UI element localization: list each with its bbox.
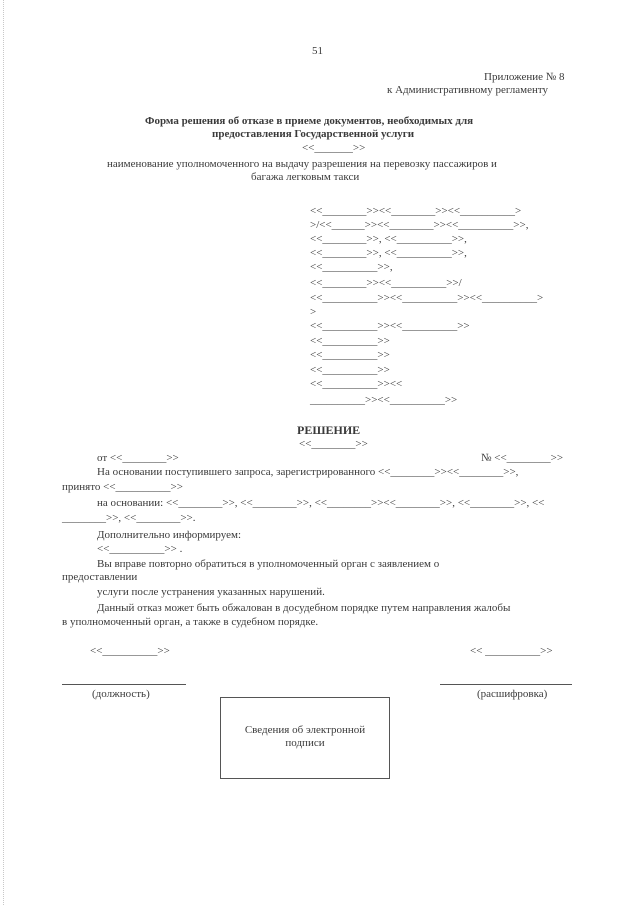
scan-edge (3, 0, 5, 905)
body-paragraph-5b: в уполномоченный орган, а также в судебном порядке. (62, 616, 319, 628)
form-title-line2: предоставления Государственной услуги (212, 128, 415, 140)
address-line: <<__________>> (310, 349, 390, 361)
electronic-signature-box (220, 697, 390, 779)
address-line: <<__________>> (310, 335, 390, 347)
decision-placeholder: <<________>> (299, 438, 368, 450)
body-paragraph-3b: <<__________>> . (97, 543, 183, 555)
address-line: <<________>><<________>><<__________> (310, 205, 522, 217)
body-paragraph-4b: предоставлении (62, 571, 138, 583)
body-paragraph-1b: принято <<__________>> (62, 481, 183, 493)
address-line: <<__________>><<__________>> (310, 320, 470, 332)
address-line: <<__________>> (310, 364, 390, 376)
decision-heading: РЕШЕНИЕ (297, 423, 361, 437)
esign-line2: подписи (285, 737, 325, 749)
address-line: <<__________>>, (310, 261, 393, 273)
decision-date: от <<________>> (97, 452, 179, 464)
address-line: <<________>>, <<__________>>, (310, 233, 467, 245)
address-line: __________>><<__________>> (310, 394, 458, 406)
body-paragraph-3: Дополнительно информируем: (97, 529, 242, 541)
address-line: <<__________>><< (310, 378, 403, 390)
body-paragraph-4a: Вы вправе повторно обратиться в уполномоченный орган с заявлением о (97, 558, 440, 570)
decision-number: № <<________>> (481, 452, 564, 464)
page-number: 51 (312, 45, 323, 57)
appendix-reference: к Административному регламенту (387, 84, 549, 96)
decode-label: (расшифровка) (477, 688, 548, 700)
form-title-placeholder: <<_______>> (302, 142, 366, 154)
authority-line2: багажа легковым такси (251, 171, 360, 183)
form-title-line1: Форма решения об отказе в приеме документов, необходимых для (145, 115, 474, 127)
signature-right-placeholder: << __________>> (470, 645, 553, 657)
appendix-number: Приложение № 8 (484, 71, 565, 83)
decode-signature-line (440, 684, 572, 685)
body-paragraph-5a: Данный отказ может быть обжалован в досудебном порядке путем направления жалобы (97, 602, 511, 614)
address-line: <<________>><<__________>>/ (310, 277, 462, 289)
position-label: (должность) (92, 688, 150, 700)
address-line: > (310, 306, 317, 318)
esign-line1: Сведения об электронной (244, 724, 366, 736)
address-line: >/<<______>><<________>><<__________>>, (310, 219, 529, 231)
signature-left-placeholder: <<__________>> (90, 645, 170, 657)
body-paragraph-4c: услуги после устранения указанных нарушений. (97, 586, 325, 598)
authority-line1: наименование уполномоченного на выдачу разрешения на перевозку пассажиров и (107, 158, 497, 170)
body-paragraph-2a: на основании: <<________>>, <<________>>, <<________>><<________>>, <<________>>, << (97, 497, 545, 509)
address-line: <<________>>, <<__________>>, (310, 247, 467, 259)
address-line: <<__________>><<__________>><<__________> (310, 292, 544, 304)
body-paragraph-2b: ________>>, <<________>>. (62, 512, 196, 524)
position-signature-line (62, 684, 186, 685)
body-paragraph-1a: На основании поступившего запроса, зарегистрированного <<________>><<________>>, (97, 466, 519, 478)
